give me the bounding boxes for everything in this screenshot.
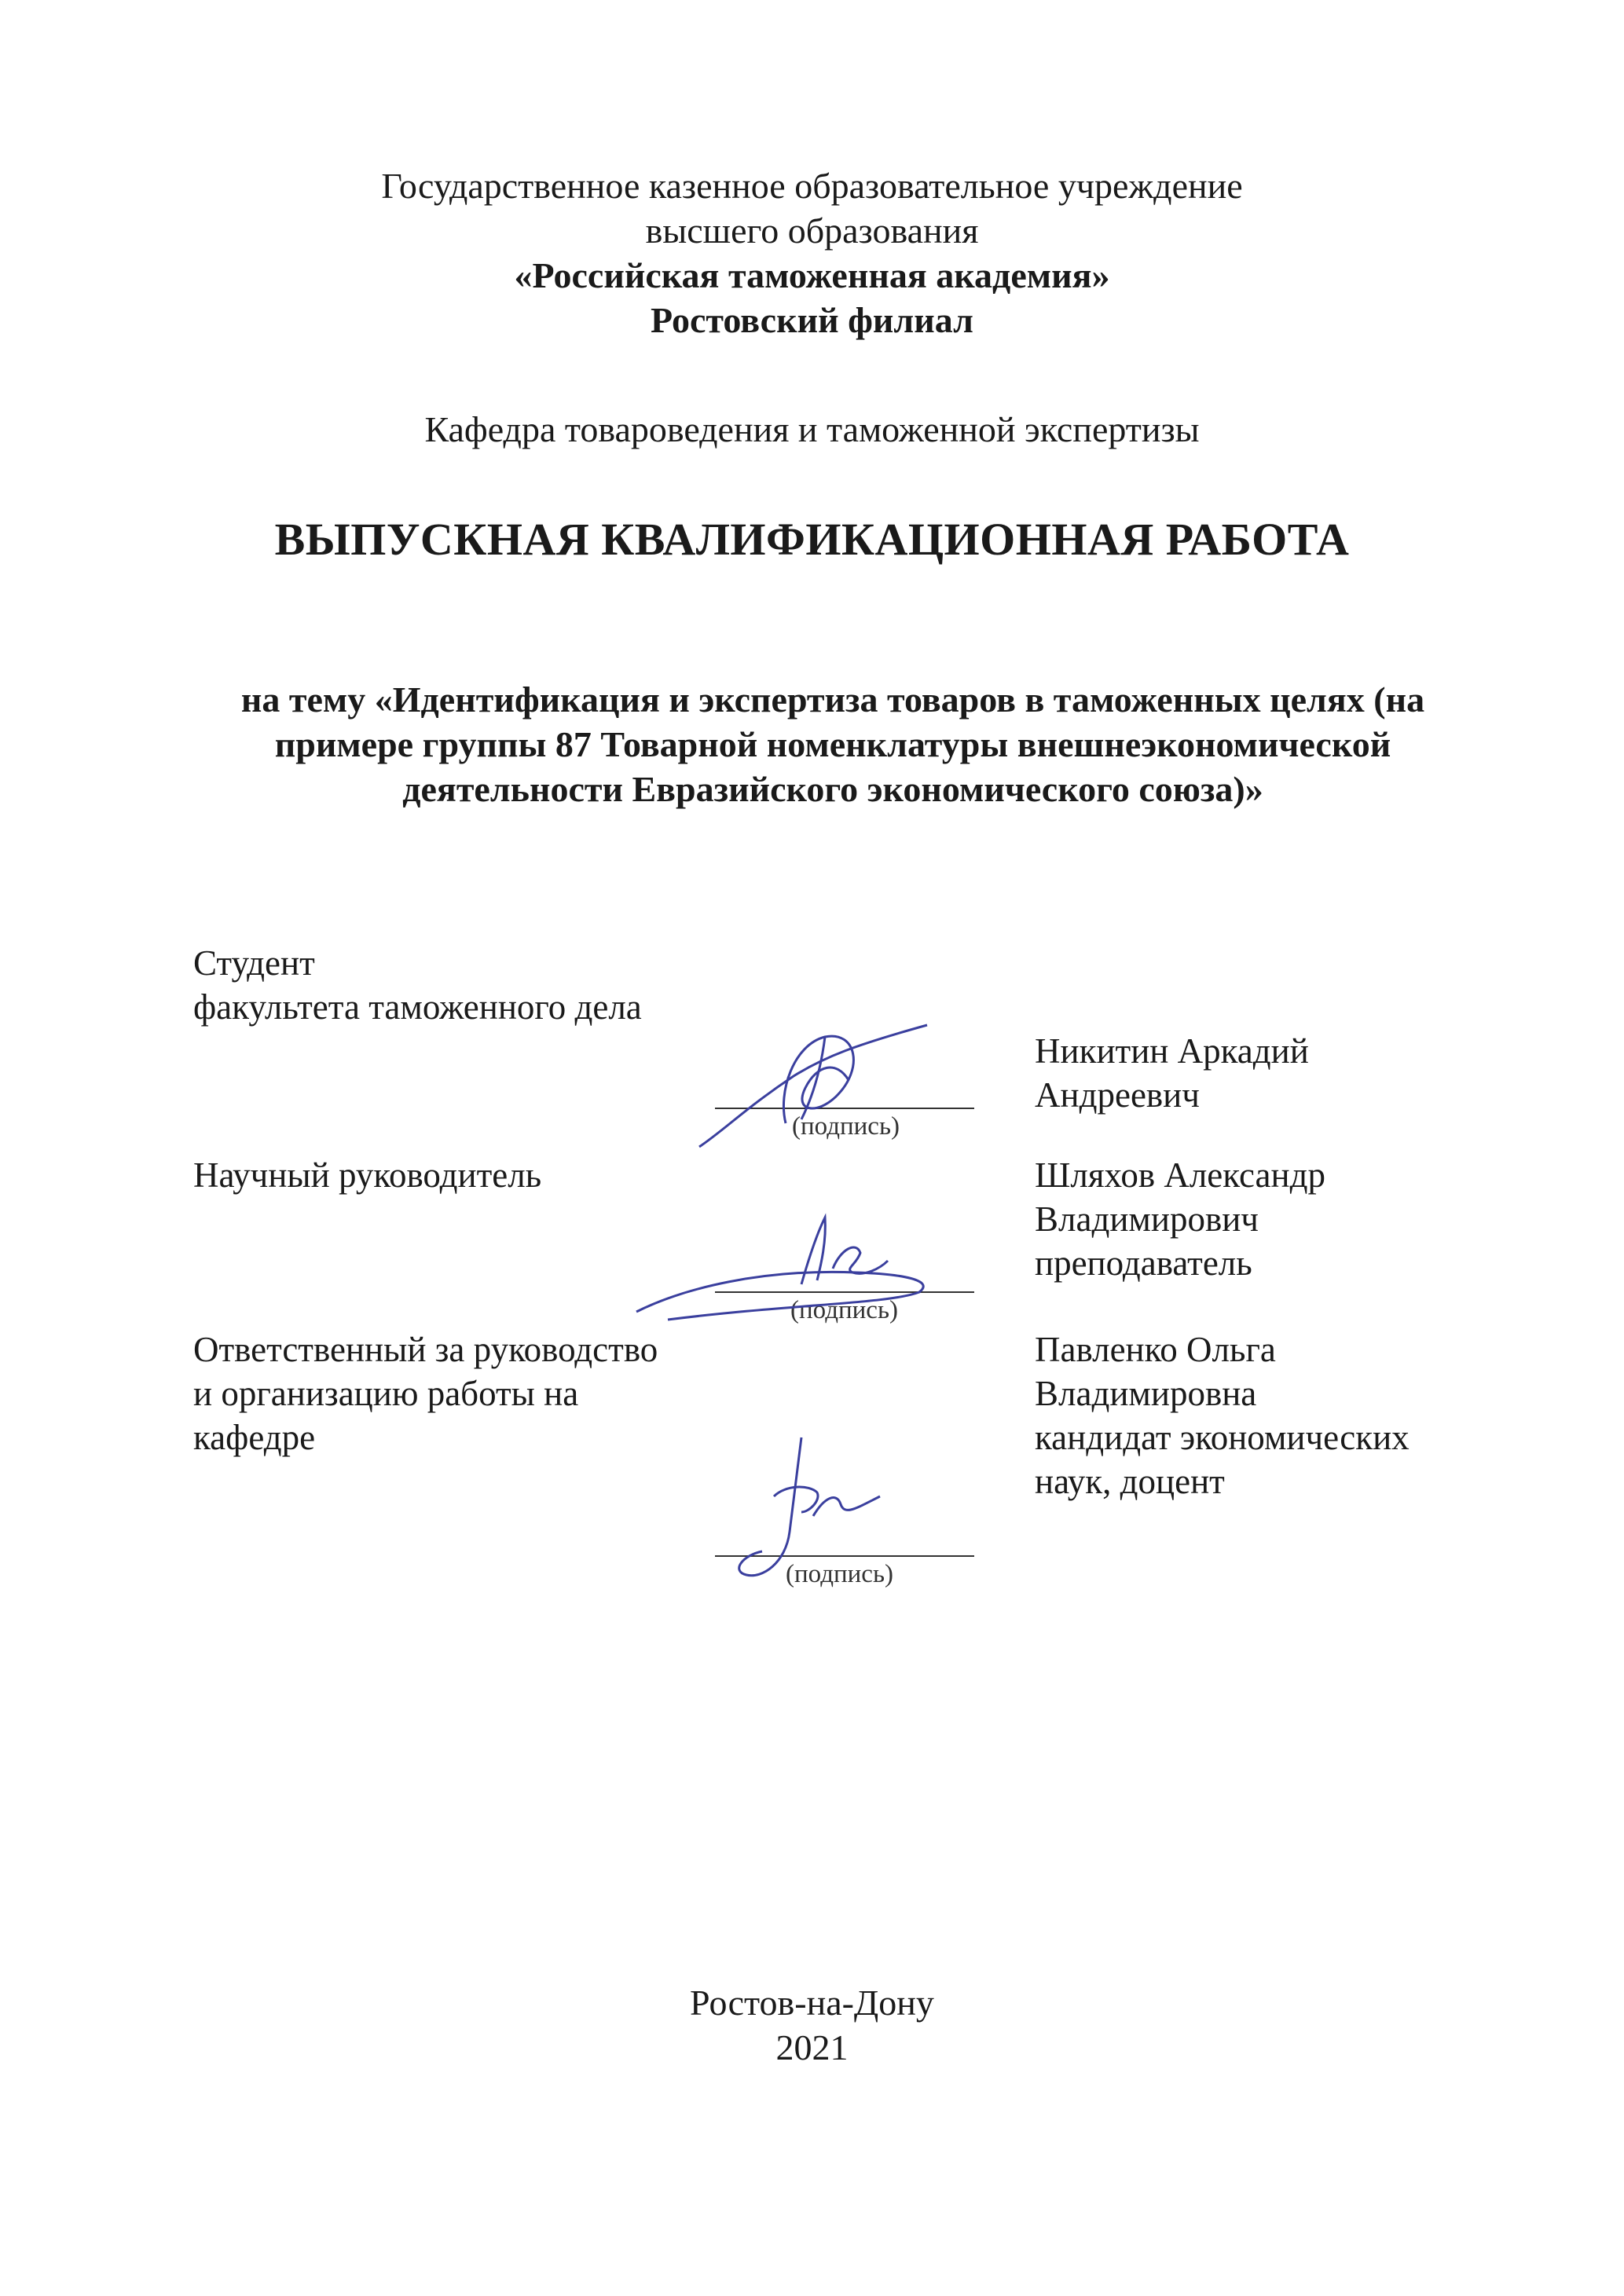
- supervisor-name-line-1: Шляхов Александр: [1035, 1155, 1325, 1195]
- institution-header: [0, 163, 1624, 342]
- signature-caption: (подпись): [792, 1112, 900, 1141]
- institution-type: Государственное казенное образовательное учреждение: [381, 166, 1243, 206]
- institution-name: «Российская таможенная академия»: [514, 255, 1110, 295]
- responsible-role: [193, 1327, 658, 1459]
- responsible-signature-field: [652, 1477, 919, 1618]
- responsible-name-line-1: Павленко Ольга: [1035, 1330, 1276, 1369]
- supervisor-position: преподаватель: [1035, 1243, 1252, 1283]
- student-name-line-1: Никитин Аркадий: [1035, 1031, 1309, 1071]
- responsible-role-line-2: и организацию работы на: [193, 1374, 579, 1413]
- city: Ростов-на-Дону: [690, 1983, 934, 2023]
- document-title: ВЫПУСКНАЯ КВАЛИФИКАЦИОННАЯ РАБОТА: [274, 514, 1350, 565]
- responsible-name-line-2: Владимировна: [1035, 1374, 1257, 1413]
- student-role-line-2: факультета таможенного дела: [193, 987, 642, 1027]
- institution-level: высшего образования: [645, 211, 979, 251]
- student-name: [1035, 1029, 1309, 1117]
- topic-line-1: на тему «Идентификация и экспертиза товаров в таможенных целях (на: [240, 679, 1425, 720]
- supervisor-name: [1035, 1153, 1325, 1285]
- responsible-signature-mark: [699, 1422, 935, 1602]
- supervisor-signature-field: [652, 1210, 919, 1351]
- branch-name: Ростовский филиал: [651, 300, 973, 340]
- student-role: [193, 941, 642, 1029]
- student-name-line-2: Андреевич: [1035, 1075, 1200, 1115]
- signature-caption: (подпись): [786, 1560, 893, 1588]
- topic-line-3: деятельности Евразийского экономического союза)»: [402, 769, 1263, 809]
- student-signature-mark: [668, 1013, 935, 1155]
- responsible-position-line-2: наук, доцент: [1035, 1462, 1225, 1501]
- responsible-name: [1035, 1327, 1410, 1503]
- topic-line-2: примере группы 87 Товарной номенклатуры внешнеэкономической: [274, 724, 1391, 764]
- department-name: Кафедра товароведения и таможенной экспертизы: [424, 409, 1200, 449]
- footer: [0, 1980, 1624, 2070]
- signature-caption: (подпись): [790, 1296, 898, 1324]
- supervisor-name-line-2: Владимирович: [1035, 1199, 1259, 1239]
- thesis-topic: [189, 677, 1477, 811]
- responsible-position-line-1: кандидат экономических: [1035, 1418, 1410, 1457]
- responsible-role-line-3: кафедре: [193, 1418, 316, 1457]
- supervisor-signature-mark: [621, 1194, 951, 1335]
- year: 2021: [775, 2027, 849, 2067]
- supervisor-role: Научный руководитель: [193, 1155, 542, 1195]
- student-role-line-1: Студент: [193, 943, 315, 983]
- student-signature-field: [652, 1021, 919, 1163]
- responsible-role-line-1: Ответственный за руководство: [193, 1330, 658, 1369]
